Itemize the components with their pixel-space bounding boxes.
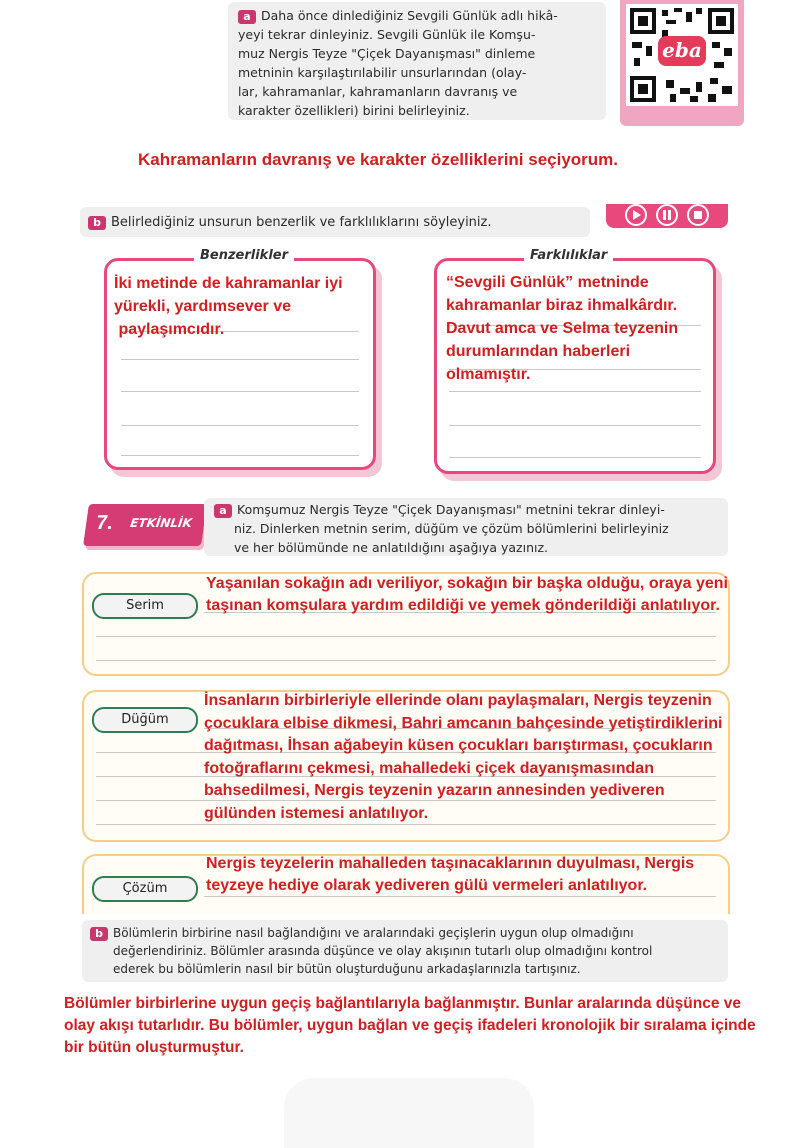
answer-a: Kahramanların davranış ve karakter özelliklerini seçiyorum. xyxy=(138,150,619,169)
question-a-line: yeyi tekrar dinleyiniz. Sevgili Günlük ile Komşu- xyxy=(238,27,536,42)
question-b-marker: b xyxy=(88,216,106,230)
answer-line: teyzeye hediye olarak yediveren gülü vermeleri anlatılıyor. xyxy=(206,877,648,894)
answer-line: kahramanlar biraz ihmalkârdır. xyxy=(446,297,678,314)
etkinlik-badge xyxy=(83,504,207,546)
question-a-marker: a xyxy=(238,10,256,24)
question-a xyxy=(238,6,598,120)
question-a-line: muz Nergis Teyze "Çiçek Dayanışması" dinleme xyxy=(238,46,536,61)
answer-line: Nergis teyzelerin mahalleden taşınacaklarının duyulması, Nergis xyxy=(206,855,695,872)
farkliliklar-answer xyxy=(446,271,678,386)
answer-line: paylaşımcıdır. xyxy=(114,321,225,338)
answer-line: “Sevgili Günlük” metninde xyxy=(446,274,649,291)
question-7a-line: ve her bölümünde ne anlatıldığını aşağıya yazınız. xyxy=(234,540,549,555)
answer-line: İki metinde de kahramanlar iyi xyxy=(114,275,343,292)
question-a-line: karakter özellikleri) birini belirleyiniz. xyxy=(238,103,470,118)
dugum-answer xyxy=(204,690,722,825)
question-a-line: Daha önce dinlediğiniz Sevgili Günlük adlı hikâ- xyxy=(261,8,558,23)
answer-line: dağıtması, İhsan ağabeyin küsen çocukları barıştırması, çocukların xyxy=(204,737,713,754)
serim-answer xyxy=(206,573,728,617)
pause-icon[interactable] xyxy=(656,204,678,226)
answer-line: olmamıştır. xyxy=(446,366,531,383)
question-b-text: Belirlediğiniz unsurun benzerlik ve farklılıklarını söyleyiniz. xyxy=(111,215,492,230)
cozum-label: Çözüm xyxy=(92,876,198,902)
question-7a-marker: a xyxy=(214,504,232,518)
question-7b xyxy=(90,924,652,978)
stop-icon[interactable] xyxy=(687,204,709,226)
answer-line: Bölümler birbirlerine uygun geçiş bağlantılarıyla bağlanmıştır. Bunlar aralarında düşünce ve xyxy=(64,995,742,1012)
question-7a xyxy=(214,500,669,557)
dugum-label: Düğüm xyxy=(92,707,198,733)
question-7b-marker: b xyxy=(90,927,108,941)
qr-panel[interactable] xyxy=(620,0,744,126)
question-7b-line: Bölümlerin birbirine nasıl bağlandığını ve aralarındaki geçişlerin uygun olup olmadığını xyxy=(113,926,634,940)
answer-line: Davut amca ve Selma teyzenin xyxy=(446,320,679,337)
question-a-line: lar, kahramanlar, kahramanların davranış ve xyxy=(238,84,518,99)
footer-decoration xyxy=(284,1078,534,1148)
question-7b-line: ederek bu bölümlerin nasıl bir bütün oluşturduğunu arkadaşlarınızla tartışınız. xyxy=(113,962,581,976)
answer-line: İnsanların birbirleriyle ellerinde olanı paylaşmaları, Nergis teyzenin xyxy=(204,692,712,709)
answer-line: durumlarından haberleri xyxy=(446,343,631,360)
question-b xyxy=(88,213,492,232)
audio-controls xyxy=(606,204,728,228)
play-icon[interactable] xyxy=(625,204,647,226)
question-7b-line: değerlendiriniz. Bölümler arasında düşünce ve olay akışının tutarlı olup olmadığını kontrol xyxy=(113,944,653,958)
benzerlikler-answer xyxy=(114,272,343,341)
answer-line: olay akışı tutarlıdır. Bu bölümler, uygun bağlan ve geçiş ifadeleri kronolojik bir sıralama içinde xyxy=(64,1017,756,1034)
etkinlik-number: 7. xyxy=(94,512,115,534)
farkliliklar-title: Farklılıklar xyxy=(524,248,613,263)
answer-line: çocuklara elbise dikmesi, Bahri amcanın bahçesinde yetiştirdiklerini xyxy=(204,714,723,732)
answer-line: yürekli, yardımsever ve xyxy=(114,298,292,315)
question-7a-line: Komşumuz Nergis Teyze "Çiçek Dayanışması" metnini tekrar dinleyi- xyxy=(237,502,665,517)
answer-line: taşınan komşulara yardım edildiği ve yemek gönderildiği anlatılıyor. xyxy=(206,597,720,614)
benzerlikler-title: Benzerlikler xyxy=(194,248,294,263)
serim-label: Serim xyxy=(92,593,198,619)
eba-logo: eba xyxy=(658,36,706,66)
question-a-line: metninin karşılaştırılabilir unsurlarından (olay- xyxy=(238,65,527,80)
answer-7b xyxy=(64,993,804,1059)
answer-line: Yaşanılan sokağın adı veriliyor, sokağın bir başka olduğu, oraya yeni xyxy=(206,575,728,592)
answer-line: bahsedilmesi, Nergis teyzenin yazarın annesinden yediveren xyxy=(204,782,665,799)
answer-line: gülünden istemesi anlatılıyor. xyxy=(204,804,429,822)
etkinlik-label: ETKİNLİK xyxy=(129,516,193,530)
question-7a-line: niz. Dinlerken metnin serim, düğüm ve çözüm bölümlerini belirleyiniz xyxy=(234,521,669,536)
answer-line: fotoğraflarını çekmesi, mahalledeki çiçek dayanışmasından xyxy=(204,759,654,777)
answer-line: bir bütün oluşturmuştur. xyxy=(64,1039,244,1056)
cozum-answer xyxy=(206,853,694,897)
